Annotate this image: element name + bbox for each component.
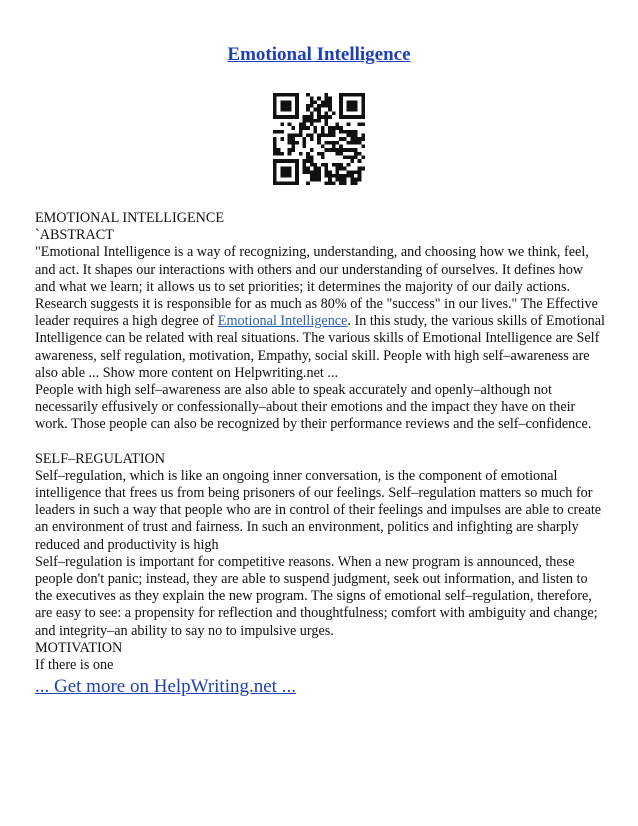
- heading-motivation: MOTIVATION: [35, 639, 123, 656]
- document-title-link[interactable]: Emotional Intelligence: [227, 44, 411, 65]
- heading-abstract: `ABSTRACT: [35, 227, 114, 244]
- paragraph-self-regulation-1: Self–regulation, which is like an ongoing inner conversation, is the component of emotional intelligence that frees us from being prisoners of our feelings. Self–regulation matters so much for leaders in such a way that people who are in control of their feelings and impulses are able to create an environment of trust and fairness. In such an environment, politics and infighting are sharply reduced and productivity is high: [35, 467, 602, 553]
- paragraph-abstract-text-2: . In this study, the various skills of Emotional Intelligence can be related with real situations. The various skills of Emotional Intelligence are Self awareness, self regulation, motivation, Empathy, social skill. People with high self–awareness are also able ... Show more content on Helpwriting.net ...: [35, 313, 605, 381]
- paragraph-gap: [35, 434, 607, 451]
- paragraph-abstract: [35, 244, 607, 382]
- get-more-link[interactable]: ... Get more on HelpWriting.net ...: [35, 676, 296, 697]
- paragraph-self-regulation-2: Self–regulation is important for competitive reasons. When a new program is announced, these people don't panic; instead, they are able to suspend judgment, seek out information, and listen to the executives as they explain the new program. The signs of emotional self–regulation, therefore, are easy to see: a propensity for reflection and thoughtfulness; comfort with ambiguity and change; and integrity–an ability to say no to impulsive urges.: [35, 553, 598, 639]
- heading-self-regulation: SELF–REGULATION: [35, 450, 166, 467]
- emotional-intelligence-link[interactable]: Emotional Intelligence: [217, 313, 348, 330]
- paragraph-abstract-text-1: "Emotional Intelligence is a way of recognizing, understanding, and choosing how we think, feel, and act. It shapes our interactions with others and our understanding of ourselves. It defines how and what we learn; it allows us to set priorities; it determines the majority of our daily actions. Research suggests it is responsible for as much as 80% of the "success" in our lives." The Effective leader requires a high degree of: [35, 244, 598, 330]
- heading-emotional-intelligence: EMOTIONAL INTELLIGENCE: [35, 210, 224, 226]
- paragraph-self-awareness: People with high self–awareness are also able to speak accurately and openly–although not necessarily effusively or confessionally–about their emotions and the impact they have on their work. Those people can also be recognized by their performance reviews and the self–confidence.: [35, 382, 592, 433]
- document-body: [35, 210, 607, 674]
- qr-code-icon: [273, 93, 365, 185]
- paragraph-motivation: If there is one: [35, 657, 114, 674]
